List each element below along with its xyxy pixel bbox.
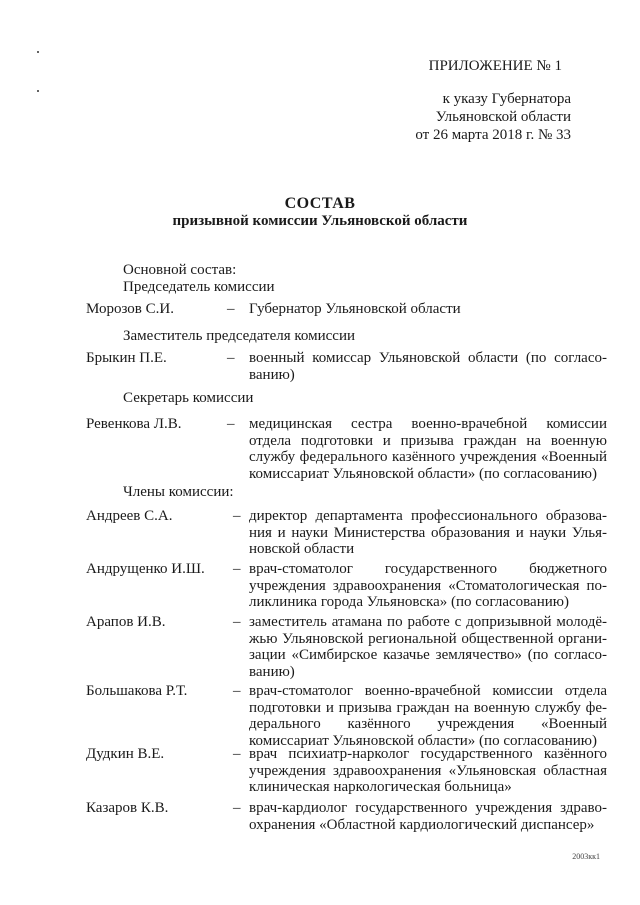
document-subtitle: призывной комиссии Ульяновской области [172,213,468,229]
decree-line: к указу Губернатора [442,91,571,107]
position-line: зации «Симбирское казачье землячество» (по согласо- [249,647,607,663]
member-position [249,614,607,680]
position-line: ванию) [249,663,295,680]
position-line: дерального казённого учреждения «Военный [249,716,607,732]
dash-separator: – [233,683,241,699]
position-line: комиссариат Ульяновской области» (по согласованию) [249,732,597,749]
position-line: жью Ульяновской региональной общественной органи- [249,630,607,647]
section-chair: Председатель комиссии [123,279,275,295]
member-position [249,301,607,318]
section-members: Члены комиссии: [123,484,234,500]
position-line: заместитель атамана по работе с допризывной молодё- [249,614,607,630]
position-line: директор департамента профессионального образова- [249,508,607,524]
dash-separator: – [227,416,235,432]
decree-line: от 26 марта 2018 г. № 33 [415,127,571,143]
member-position [249,746,607,796]
position-line: службу федерального казённого учреждения «Военный [249,449,607,465]
member-name: Арапов И.В. [86,614,166,630]
appendix-label: ПРИЛОЖЕНИЕ № 1 [428,58,562,74]
position-line: учреждения здравоохранения «Стоматологическая по- [249,577,607,594]
position-line: ванию) [249,366,295,383]
dash-separator: – [233,746,241,762]
dash-separator: – [227,301,235,317]
scan-speck [37,90,39,92]
member-position [249,683,607,749]
section-main: Основной состав: [123,262,237,278]
member-name: Морозов С.И. [86,301,174,317]
position-line: военный комиссар Ульяновской области (по согласо- [249,350,607,366]
member-position [249,416,607,482]
position-line: врач-стоматолог военно-врачебной комиссии отдела [249,683,607,699]
member-position [249,800,607,833]
member-position [249,508,607,558]
dash-separator: – [227,350,235,366]
dash-separator: – [233,508,241,524]
dash-separator: – [233,561,241,577]
document-title: СОСТАВ [284,195,356,212]
position-line: врач-кардиолог государственного учреждения здраво- [249,800,607,816]
position-line: Губернатор Ульяновской области [249,301,461,317]
dash-separator: – [233,800,241,816]
position-line: учреждения здравоохранения «Ульяновская областная [249,762,607,779]
section-secretary: Секретарь комиссии [123,390,254,406]
dash-separator: – [233,614,241,630]
position-line: новской области [249,541,355,557]
member-name: Андреев С.А. [86,508,173,524]
decree-line: Ульяновской области [435,109,571,125]
member-name: Андрущенко И.Ш. [86,561,205,577]
member-name: Брыкин П.Е. [86,350,167,366]
position-line: ликлиника города Ульяновска» (по согласованию) [249,594,569,610]
scan-speck [37,51,39,53]
member-name: Казаров К.В. [86,800,169,816]
position-line: комиссариат Ульяновской области» (по согласованию) [249,465,597,482]
member-position [249,561,607,611]
position-line: ния и науки Министерства образования и науки Улья- [249,524,607,541]
member-position [249,350,607,383]
position-line: медицинская сестра военно-врачебной комиссии [249,416,607,432]
member-name: Ревенкова Л.В. [86,416,182,432]
decree-reference [311,90,571,144]
position-line: подготовки и призыва граждан на военную службу фе- [249,699,607,716]
position-line: врач психиатр-нарколог государственного казённого [249,746,607,762]
position-line: врач-стоматолог государственного бюджетного [249,561,607,577]
position-line: охранения «Областной кардиологический диспансер» [249,816,595,833]
position-line: отдела подготовки и призыва граждан на военную [249,432,607,449]
member-name: Большакова Р.Т. [86,683,188,699]
section-deputy: Заместитель председателя комиссии [123,328,356,344]
document-code: 2003кк1 [572,852,600,861]
member-name: Дудкин В.Е. [86,746,165,762]
position-line: клиническая наркологическая больница» [249,779,512,795]
